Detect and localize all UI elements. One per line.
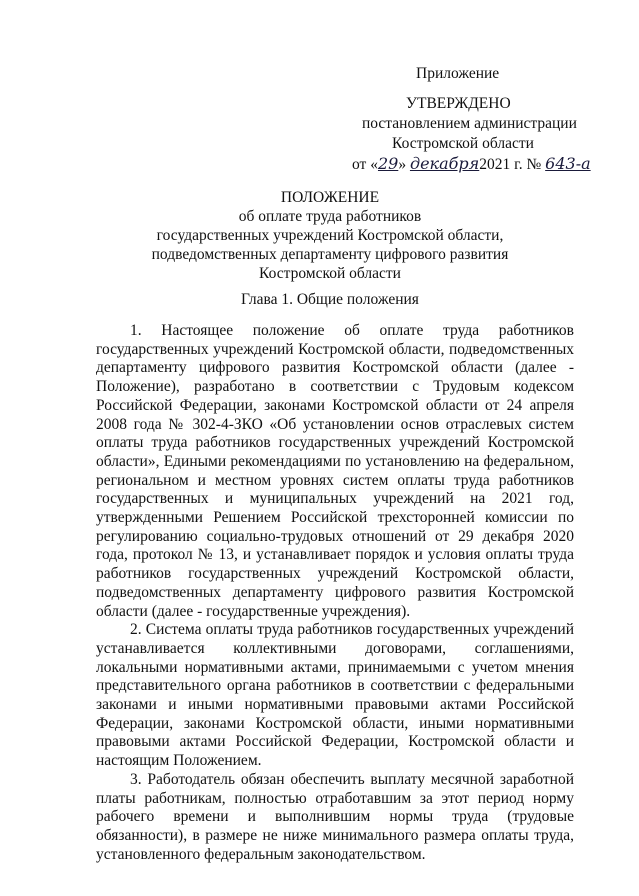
title-heading: ПОЛОЖЕНИЕ (280, 189, 380, 206)
date-line (340, 154, 600, 175)
date-month-handwritten: декабря (409, 154, 480, 173)
chapter-heading: Глава 1. Общие положения (241, 291, 419, 308)
title-line-4: Костромской области (259, 265, 401, 282)
appendix-label: Приложение (416, 65, 500, 82)
paragraph-2: 2. Система оплаты труда работников государственных учреждений устанавливается коллективными договорами, соглашениями, локальными нормативными актами, принимаемыми с учетом мнения представительного органа работников в соответствии с федеральными законами и иными нормативными правовыми актами Российской Федерации, законами Костромской области, иными нормативными правовыми актами Российской Федерации, Костромской области и настоящим Положением. (96, 621, 574, 770)
paragraph-1: 1. Настоящее положение об оплате труда работников государственных учреждений Костромской области, подведомственных департаменту цифрового развития Костромской области (далее - Положение), разработано в соответствии с Трудовым кодексом Российской Федерации, законами Костромской области от 24 апреля 2008 года № 302-4-ЗКО «Об установлении основ отраслевых систем оплаты труда работников государственных учреждений Костромской области», Едиными рекомендациями по установлению на федеральном, региональном и местном уровнях систем оплаты труда работников государственных и муниципальных учреждений на 2021 год, утвержденными Решением Российской трехсторонней комиссии по регулированию социально-трудовых отношений от 29 декабря 2020 года, протокол № 13, и устанавливает порядок и условия оплаты труда работников государственных учреждений Костромской области, подведомственных департаменту цифрового развития Костромской области (далее - государственные учреждения). (96, 322, 574, 620)
approved-label: УТВЕРЖДЕНО (406, 95, 511, 112)
title-line-3: подведомственных департаменту цифрового развития (151, 246, 509, 263)
date-number-handwritten: 643-а (545, 154, 591, 173)
document-body (96, 322, 574, 864)
date-sep: » (398, 156, 407, 173)
title-line-2: государственных учреждений Костромской области, (156, 227, 504, 244)
approval-block (340, 64, 600, 175)
title-line-1: об оплате труда работников (238, 208, 422, 225)
date-year: 2021 г. № (479, 156, 542, 173)
document-title (60, 188, 600, 283)
date-day-handwritten: 29 (377, 154, 399, 173)
region-label: Костромской области (392, 135, 534, 152)
date-prefix: от « (352, 156, 378, 173)
resolution-label: постановлением администрации (362, 115, 577, 132)
paragraph-3: 3. Работодатель обязан обеспечить выплату месячной заработной платы работникам, полностью отработавшим за этот период норму рабочего времени и выполнившим нормы труда (трудовые обязанности), в размере не ниже минимального размера оплаты труда, установленного федеральным законодательством. (96, 770, 574, 863)
